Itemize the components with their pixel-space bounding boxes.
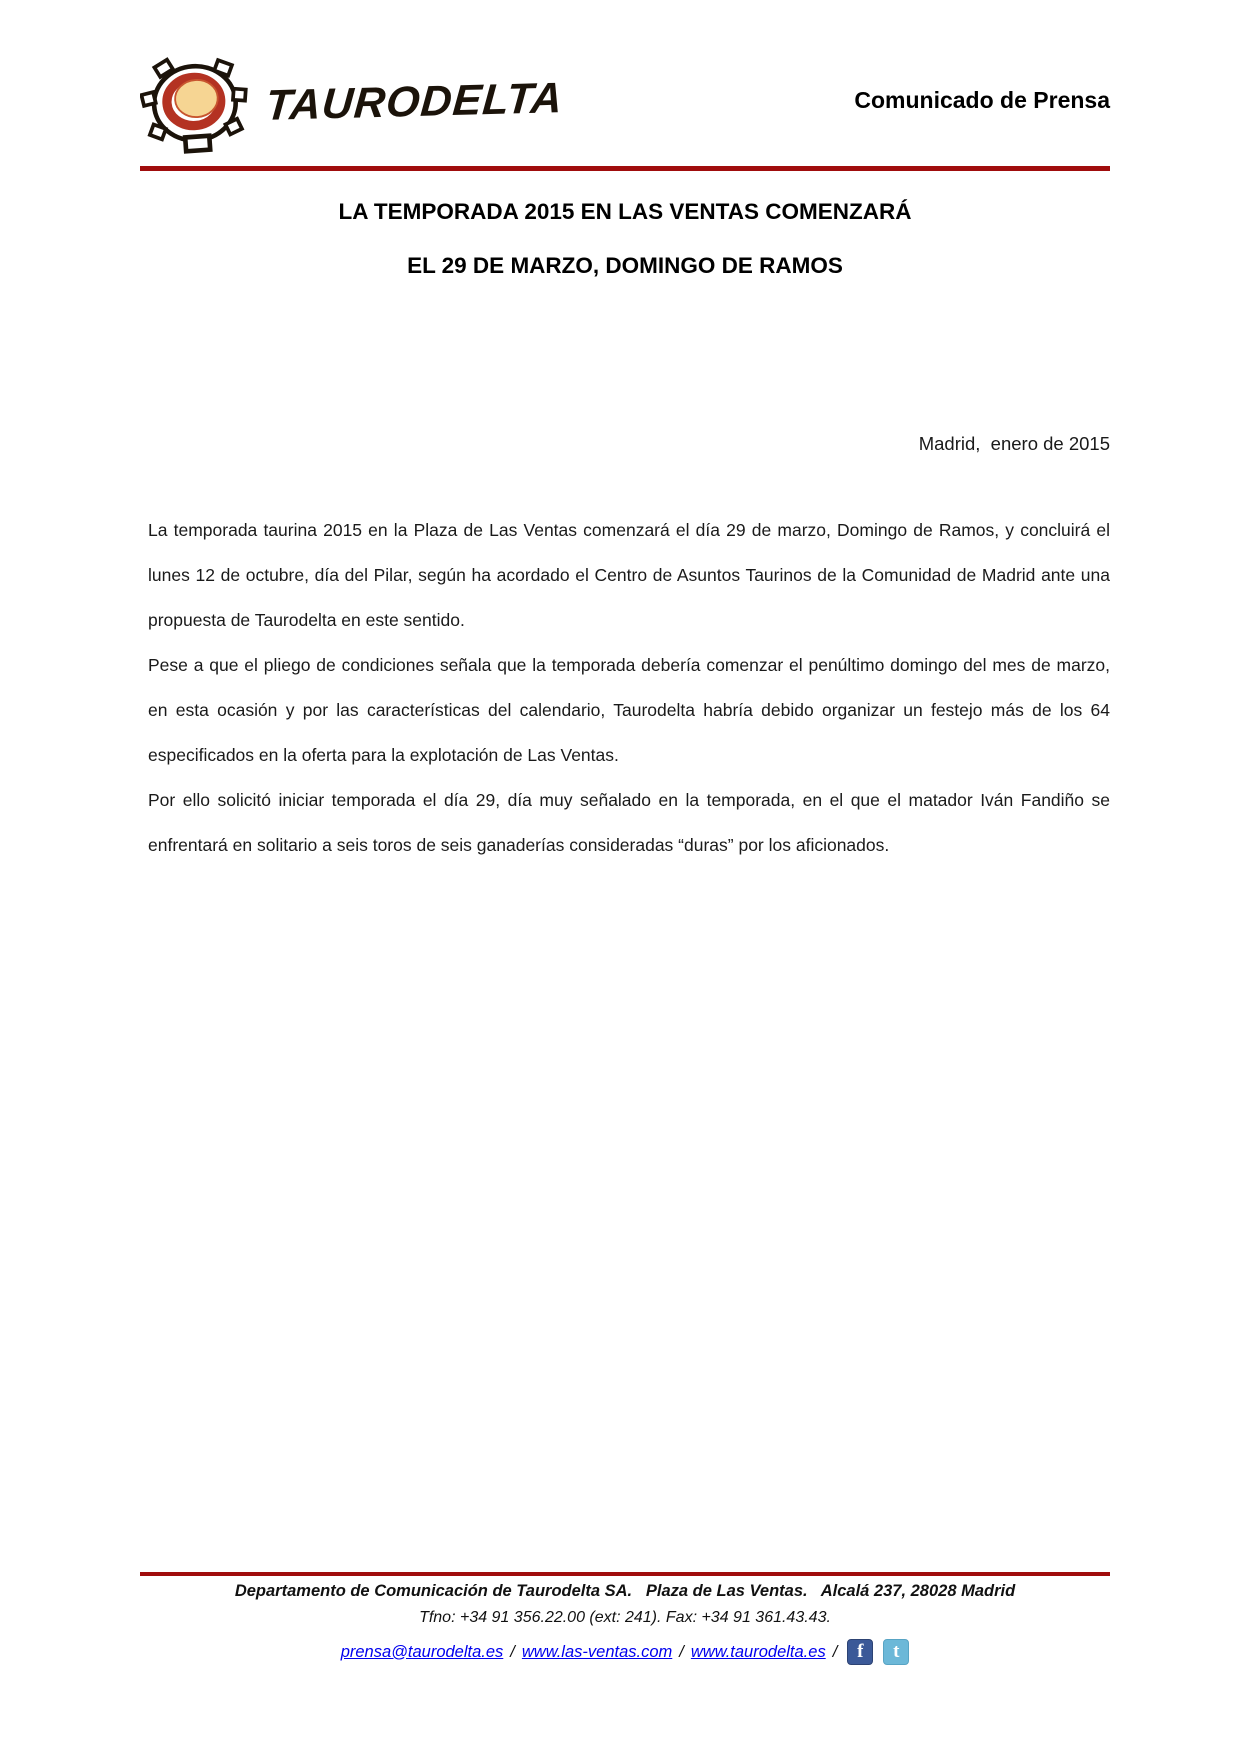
link-separator: / <box>679 1642 684 1661</box>
body-text <box>148 508 1110 868</box>
footer-divider-line <box>140 1572 1110 1576</box>
footer-phone-line: Tfno: +34 91 356.22.00 (ext: 241). Fax: +34 91 361.43.43. <box>419 1609 831 1626</box>
facebook-icon[interactable]: f <box>847 1639 873 1665</box>
body-paragraph: La temporada taurina 2015 en la Plaza de Las Ventas comenzará el día 29 de marzo, Domingo de Ramos, y concluirá el lunes 12 de octubre, día del Pilar, según ha acordado el Centro de Asuntos Taurinos de la Comunidad de Madrid ante una propuesta de Taurodelta en este sentido. <box>148 520 1110 630</box>
body-paragraph: Pese a que el pliego de condiciones señala que la temporada debería comenzar el penúltimo domingo del mes de marzo, en esta ocasión y por las características del calendario, Taurodelta habría debido organizar un festejo más de los 64 especificados en la oferta para la explotación de Las Ventas. <box>148 655 1110 765</box>
taurodelta-logo <box>140 55 563 157</box>
title-line-2: EL 29 DE MARZO, DOMINGO DE RAMOS <box>407 253 843 278</box>
link-separator: / <box>510 1642 515 1661</box>
dateline: Madrid, enero de 2015 <box>918 433 1110 454</box>
email-link[interactable]: prensa@taurodelta.es <box>340 1642 504 1661</box>
twitter-icon[interactable]: t <box>883 1639 909 1665</box>
bullring-logo-icon <box>140 55 252 157</box>
taurodelta-link[interactable]: www.taurodelta.es <box>690 1642 826 1661</box>
footer-department-line: Departamento de Comunicación de Taurodelta SA. Plaza de Las Ventas. Alcalá 237, 28028 Madrid <box>234 1582 1016 1600</box>
logo-wordmark: TAURODELTA <box>263 73 565 130</box>
title-block <box>140 196 1110 282</box>
body-paragraph: Por ello solicitó iniciar temporada el día 29, día muy señalado en la temporada, en el que el matador Iván Fandiño se enfrentará en solitario a seis toros de seis ganaderías consideradas “duras” por los aficionados. <box>148 790 1110 855</box>
link-separator: / <box>832 1642 838 1661</box>
footer-links-row <box>140 1639 1110 1665</box>
header <box>140 55 1110 160</box>
document-type-label: Comunicado de Prensa <box>854 87 1110 113</box>
footer <box>140 1582 1110 1665</box>
title-line-1: LA TEMPORADA 2015 EN LAS VENTAS COMENZARÁ <box>338 199 912 224</box>
las-ventas-link[interactable]: www.las-ventas.com <box>521 1642 673 1661</box>
header-divider-line <box>140 166 1110 171</box>
